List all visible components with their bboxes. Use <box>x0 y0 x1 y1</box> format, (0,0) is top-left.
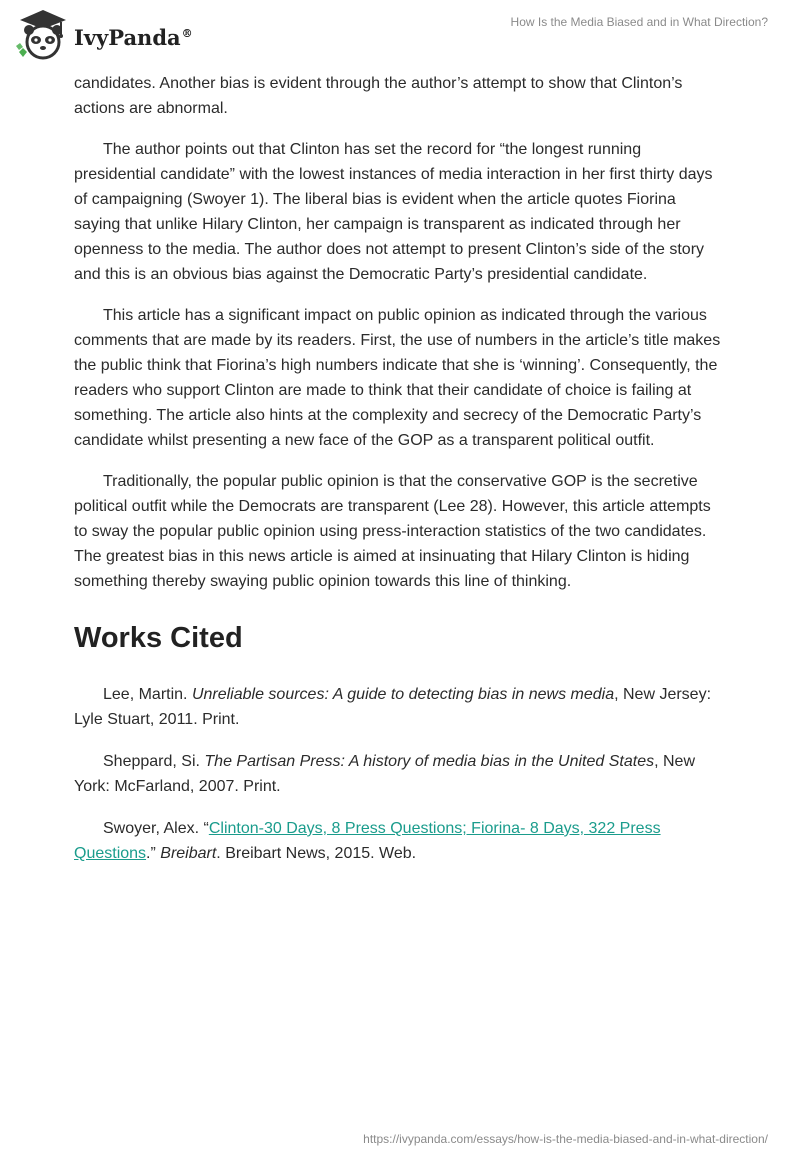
body-paragraph: Traditionally, the popular public opinion is that the conservative GOP is the secretive political outfit while the Democrats are transparent (Lee 28). However, this article attempts to sway the popular public opinion using press-interaction statistics of the two candidates. The greatest bias in this news article is aimed at insinuating that Hilary Clinton is hiding something thereby swaying public opinion towards this line of thinking. <box>74 473 711 590</box>
page-header <box>0 0 800 70</box>
body-paragraph: candidates. Another bias is evident through the author’s attempt to show that Clinton’s actions are abnormal. <box>74 75 683 117</box>
citation-author: Sheppard, Si. <box>103 753 205 770</box>
citation-title: The Partisan Press: A history of media bias in the United States <box>204 753 655 770</box>
registered-mark: ® <box>181 26 193 40</box>
citation-link-suffix: .” <box>146 845 161 862</box>
citation-title: Unreliable sources: A guide to detecting bias in news media <box>191 686 615 703</box>
brand-name: IvyPanda <box>74 24 181 50</box>
ivypanda-logo[interactable] <box>14 8 193 62</box>
citation-entry <box>74 682 724 732</box>
citation-details: , New York: McFarland, 2007. Print. <box>74 753 696 795</box>
citation-link[interactable]: Clinton-30 Days, 8 Press Questions; Fiorina- 8 Days, 322 Press Questions <box>74 820 661 862</box>
body-paragraph: This article has a significant impact on public opinion as indicated through the various comments that are made by its readers. First, the use of numbers in the article’s title makes the public think that Fiorina’s high numbers indicate that she is ‘winning’. Consequently, the readers who support Clinton are made to think that their candidate of choice is failing at something. The article also hints at the complexity and secrecy of the Democratic Party’s candidate whilst presenting a new face of the GOP as a transparent political outfit. <box>74 307 721 449</box>
document-title: How Is the Media Biased and in What Direction? <box>510 15 768 29</box>
citation-details: , New Jersey: Lyle Stuart, 2011. Print. <box>74 686 712 728</box>
footer-url: https://ivypanda.com/essays/how-is-the-media-biased-and-in-what-direction/ <box>363 1132 768 1146</box>
essay-content <box>74 71 724 883</box>
citation-title: Breibart <box>160 845 217 862</box>
citation-author: Swoyer, Alex. “ <box>103 820 209 837</box>
citation-entry <box>74 749 724 799</box>
panda-mascot-icon <box>14 8 72 62</box>
works-cited-heading: Works Cited <box>74 622 243 654</box>
citation-details: . Breibart News, 2015. Web. <box>216 845 417 862</box>
body-paragraph: The author points out that Clinton has set the record for “the longest running presidential candidate” with the lowest instances of media interaction in her first thirty days of campaigning (Swoyer 1). The liberal bias is evident when the article quotes Fiorina saying that unlike Hilary Clinton, her campaign is transparent as indicated through her openness to the media. The author does not attempt to present Clinton’s side of the story and this is an obvious bias against the Democratic Party’s presidential candidate. <box>74 141 713 283</box>
citation-entry <box>74 816 724 866</box>
citation-author: Lee, Martin. <box>103 686 192 703</box>
